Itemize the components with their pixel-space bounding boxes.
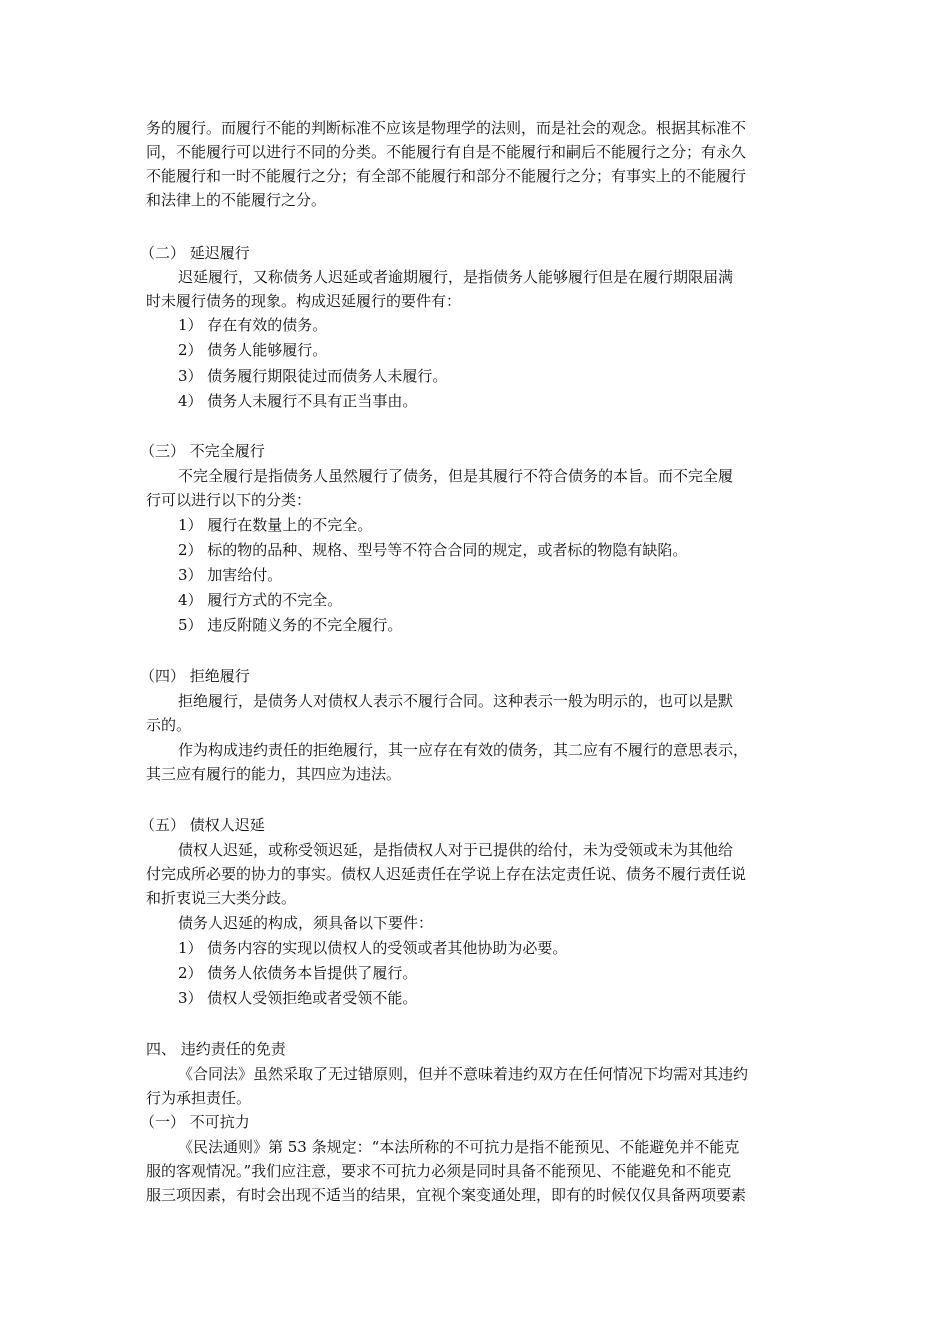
section-heading: （五） 债权人迟延 bbox=[140, 816, 265, 834]
paragraph-line: 示的。 bbox=[146, 716, 192, 734]
list-item: 1） 债务内容的实现以债权人的受领或者其他协助为必要。 bbox=[178, 939, 568, 957]
paragraph-line: 付完成所必要的协力的事实。债权人迟延责任在学说上存在法定责任说、债务不履行责任说 bbox=[146, 865, 747, 883]
paragraph-line: 作为构成违约责任的拒绝履行，其一应存在有效的债务，其二应有不履行的意思表示， bbox=[178, 741, 749, 759]
section-heading: （四） 拒绝履行 bbox=[140, 667, 250, 685]
list-item: 4） 履行方式的不完全。 bbox=[178, 591, 343, 609]
list-item: 1） 存在有效的债务。 bbox=[178, 316, 328, 334]
list-item: 2） 标的物的品种、规格、型号等不符合合同的规定，或者标的物隐有缺陷。 bbox=[178, 541, 688, 559]
paragraph-line: 债务人迟延的构成，须具备以下要件： bbox=[178, 914, 434, 932]
paragraph-line: 行可以进行以下的分类： bbox=[146, 491, 312, 509]
paragraph-line: 行为承担责任。 bbox=[146, 1089, 252, 1107]
section-heading: （三） 不完全履行 bbox=[140, 442, 265, 460]
paragraph-line: 时未履行债务的现象。构成迟延履行的要件有： bbox=[146, 292, 462, 310]
list-item: 1） 履行在数量上的不完全。 bbox=[178, 516, 373, 534]
paragraph-line: 务的履行。而履行不能的判断标准不应该是物理学的法则，而是社会的观念。根据其标准不 bbox=[146, 119, 747, 137]
list-item: 2） 债务人依债务本旨提供了履行。 bbox=[178, 964, 418, 982]
paragraph-line: 和法律上的不能履行之分。 bbox=[146, 191, 327, 209]
paragraph-line: 债权人迟延，或称受领迟延，是指债权人对于已提供的给付，未为受领或未为其他给 bbox=[178, 841, 734, 859]
list-item: 3） 债权人受领拒绝或者受领不能。 bbox=[178, 989, 418, 1007]
paragraph-line: 不完全履行是指债务人虽然履行了债务，但是其履行不符合债务的本旨。而不完全履 bbox=[178, 467, 734, 485]
paragraph-line: 其三应有履行的能力，其四应为违法。 bbox=[146, 765, 402, 783]
list-item: 5） 违反附随义务的不完全履行。 bbox=[178, 616, 403, 634]
chapter-heading: 四、 违约责任的免责 bbox=[146, 1040, 286, 1058]
section-heading: （一） 不可抗力 bbox=[140, 1113, 250, 1131]
section-heading: （二） 延迟履行 bbox=[140, 244, 250, 262]
paragraph-line: 拒绝履行，是债务人对债权人表示不履行合同。这种表示一般为明示的，也可以是默 bbox=[178, 692, 734, 710]
paragraph-line: 《合同法》虽然采取了无过错原则，但并不意味着违约双方在任何情况下均需对其违约 bbox=[178, 1065, 749, 1083]
paragraph-line: 同，不能履行可以进行不同的分类。不能履行有自是不能履行和嗣后不能履行之分；有永久 bbox=[146, 143, 747, 161]
list-item: 3） 加害给付。 bbox=[178, 566, 283, 584]
paragraph-line: 和折衷说三大类分歧。 bbox=[146, 889, 297, 907]
paragraph-line: 服的客观情况。”我们应注意，要求不可抗力必须是同时具备不能预见、不能避免和不能克 bbox=[146, 1162, 732, 1180]
list-item: 3） 债务履行期限徒过而债务人未履行。 bbox=[178, 367, 448, 385]
paragraph-line: 不能履行和一时不能履行之分；有全部不能履行和部分不能履行之分；有事实上的不能履行 bbox=[146, 167, 747, 185]
paragraph-line: 迟延履行，又称债务人迟延或者逾期履行，是指债务人能够履行但是在履行期限届满 bbox=[178, 268, 734, 286]
list-item: 4） 债务人未履行不具有正当事由。 bbox=[178, 392, 418, 410]
list-item: 2） 债务人能够履行。 bbox=[178, 341, 328, 359]
paragraph-line: 服三项因素，有时会出现不适当的结果，宜视个案变通处理，即有的时候仅仅具备两项要素 bbox=[146, 1186, 747, 1204]
paragraph-line: 《民法通则》第 53 条规定：“本法所称的不可抗力是指不能预见、不能避免并不能克 bbox=[178, 1138, 740, 1156]
